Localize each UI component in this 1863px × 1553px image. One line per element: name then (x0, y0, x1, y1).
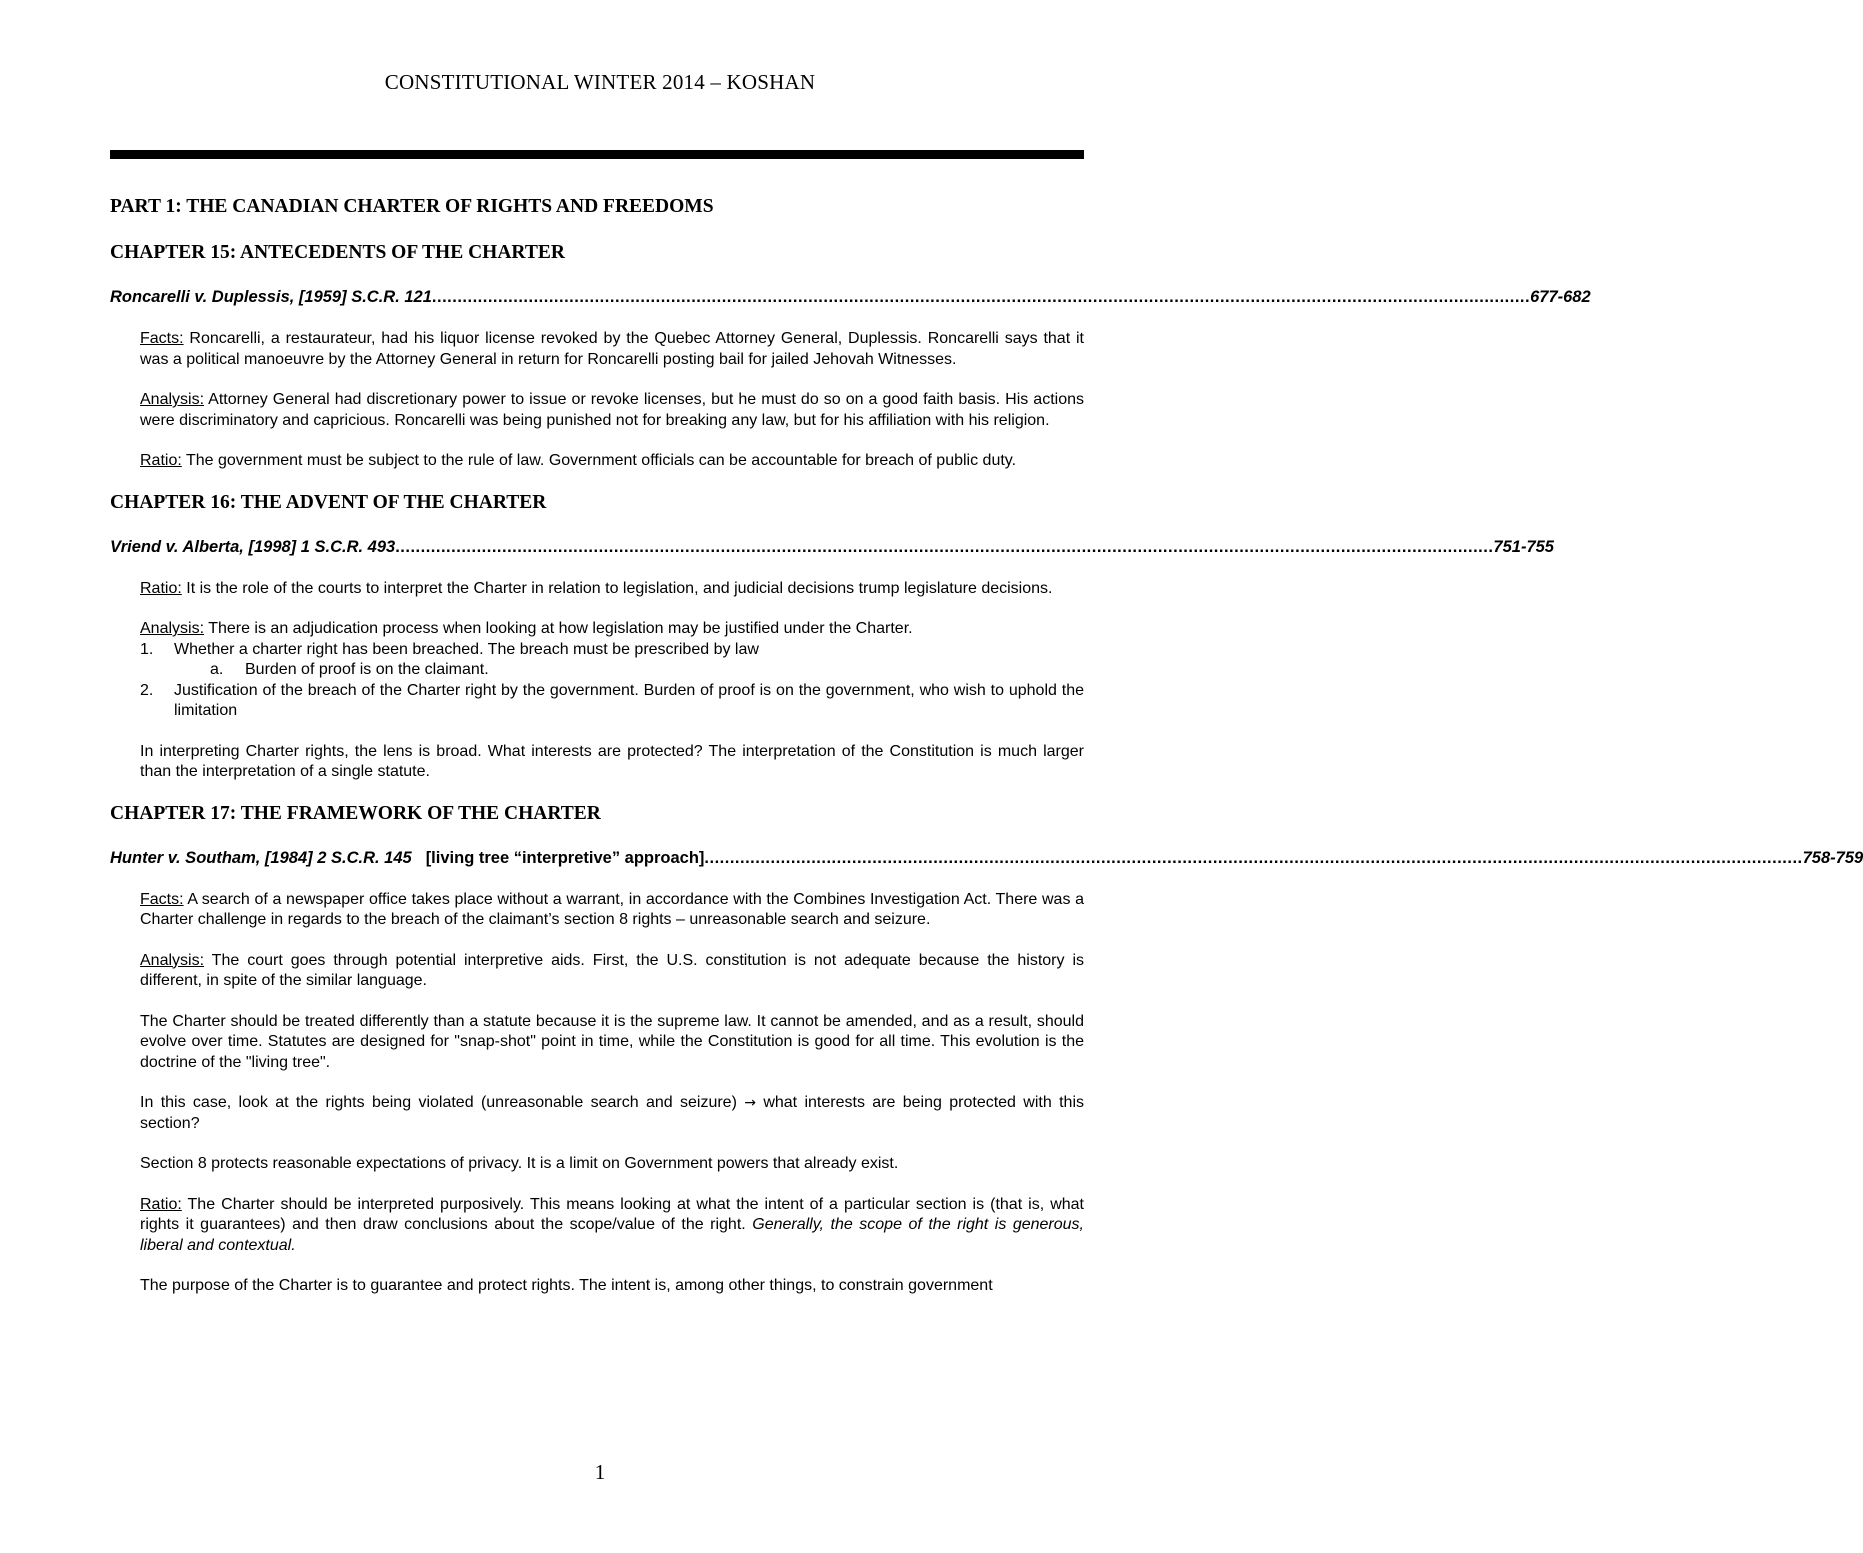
case-hunter-line (110, 848, 1863, 868)
facts-text: Roncarelli, a restaurateur, had his liquor license revoked by the Quebec Attorney General, Duplessis. Roncarelli says that it was a political manoeuvre by the Attorney General in return for Roncarelli posting bail for jailed Jehovah Witnesses. (140, 330, 1084, 368)
ratio-text: The Charter should be interpreted purposively. This means looking at what the intent of a particular section is (that is, what rights it guarantees) and then draw conclusions about the scope/value of the right. (140, 1195, 1084, 1233)
list-number: 2. (140, 681, 154, 699)
sub-list (140, 660, 1084, 681)
ch17-facts (140, 890, 1084, 931)
analysis-label: Analysis: (140, 620, 205, 637)
ratio-label: Ratio: (140, 452, 182, 469)
ch15-facts (140, 329, 1084, 370)
ratio-label: Ratio: (140, 1195, 182, 1213)
ch16-analysis (140, 619, 1084, 722)
ratio-text: The government must be subject to the rule of law. Government officials can be accountable for breach of public duty. (181, 452, 1017, 469)
ch16-ratio (140, 579, 1084, 600)
facts-label: Facts: (140, 890, 184, 908)
case-name: Roncarelli v. Duplessis, [1959] S.C.R. 121 (110, 288, 432, 306)
facts-label: Facts: (140, 330, 184, 347)
ch17-analysis (140, 951, 1084, 992)
case-pages: 677-682 (1530, 288, 1591, 306)
page-header: CONSTITUTIONAL WINTER 2014 – KOSHAN (384, 70, 816, 94)
chapter-16-title: CHAPTER 16: THE ADVENT OF THE CHARTER (110, 491, 547, 513)
list-item (140, 640, 1084, 681)
leader-dots: ........................................................................................................................................................................................................................ (395, 537, 1494, 556)
sub-list-letter: a. (210, 661, 224, 678)
ch15-ratio (140, 451, 1084, 472)
page-number: 1 (594, 1460, 606, 1484)
sub-list-item (140, 660, 1084, 681)
analysis-text: Attorney General had discretionary power to issue or revoke licenses, but he must do so on a good faith basis. His actions were discriminatory and capricious. Roncarelli was being punished not for breaking any law, but for his affiliation with his religion. (140, 391, 1084, 429)
case-pages: 751-755 (1493, 537, 1554, 556)
ratio-emphasis: Generally, the scope of the right is generous, liberal and contextual. (140, 1216, 1085, 1254)
leader-dots: ........................................................................................................................................................................................................................ (704, 848, 1803, 867)
ch17-living-tree-paragraph: The Charter should be treated differently than a statute because it is the supreme law. It cannot be amended, and as a result, should evolve over time. Statutes are designed for "snap-shot" point in time, while the Constitution is good for all time. This evolution is the doctrine of the "living tree". (140, 1012, 1084, 1071)
paragraph-text: what interests are being protected with this section? (140, 1094, 1084, 1132)
case-name: Vriend v. Alberta, [1998] 1 S.C.R. 493 (110, 537, 396, 556)
case-approach-note: [living tree “interpretive” approach] (425, 848, 705, 867)
analysis-label: Analysis: (140, 951, 205, 969)
ch17-purpose-paragraph: The purpose of the Charter is to guarantee and protect rights. The intent is, among other things, to constrain government (140, 1277, 993, 1294)
analysis-label: Analysis: (140, 391, 205, 408)
ch17-ratio (140, 1195, 1084, 1257)
chapter-15-title: CHAPTER 15: ANTECEDENTS OF THE CHARTER (110, 242, 565, 263)
list-item (140, 681, 1084, 722)
list-text: Whether a charter right has been breached. The breach must be prescribed by law (174, 640, 759, 658)
chapter-17-title: CHAPTER 17: THE FRAMEWORK OF THE CHARTER (110, 802, 601, 824)
case-vriend-line (110, 537, 1554, 557)
arrow-right-icon: → (744, 1095, 756, 1111)
sub-list-text: Burden of proof is on the claimant. (245, 661, 489, 678)
part-title: PART 1: THE CANADIAN CHARTER OF RIGHTS AND FREEDOMS (110, 196, 714, 217)
ch15-analysis (140, 390, 1084, 431)
header-rule (110, 150, 1084, 159)
ratio-label: Ratio: (140, 579, 182, 597)
ch17-section8-paragraph: Section 8 protects reasonable expectations of privacy. It is a limit on Government powers that already exist. (140, 1155, 899, 1172)
ch17-rights-paragraph (140, 1093, 1084, 1134)
case-pages: 758-759 (1802, 848, 1863, 867)
page-content (110, 196, 1863, 1317)
leader-dots: ........................................................................................................................................................................................................................ (431, 288, 1531, 306)
analysis-list (140, 640, 1084, 722)
ratio-text: It is the role of the courts to interpret the Charter in relation to legislation, and judicial decisions trump legislature decisions. (181, 579, 1053, 597)
facts-text: A search of a newspaper office takes place without a warrant, in accordance with the Combines Investigation Act. There was a Charter challenge in regards to the breach of the claimant’s section 8 rights – unreasonable search and seizure. (140, 890, 1084, 928)
case-name: Hunter v. Southam, [1984] 2 S.C.R. 145 (110, 848, 412, 867)
analysis-text: The court goes through potential interpretive aids. First, the U.S. constitution is not adequate because the history is different, in spite of the similar language. (140, 951, 1084, 989)
paragraph-text: In this case, look at the rights being violated (unreasonable search and seizure) (140, 1094, 745, 1111)
ch16-paragraph: In interpreting Charter rights, the lens is broad. What interests are protected? The interpretation of the Constitution is much larger than the interpretation of a single statute. (140, 742, 1084, 780)
analysis-text: There is an adjudication process when looking at how legislation may be justified under the Charter. (204, 620, 913, 637)
list-text: Justification of the breach of the Charter right by the government. Burden of proof is on the government, who wish to uphold the limitation (174, 681, 1084, 719)
list-number: 1. (140, 640, 154, 658)
analysis-intro (140, 619, 1084, 640)
case-roncarelli-line (110, 288, 1591, 307)
